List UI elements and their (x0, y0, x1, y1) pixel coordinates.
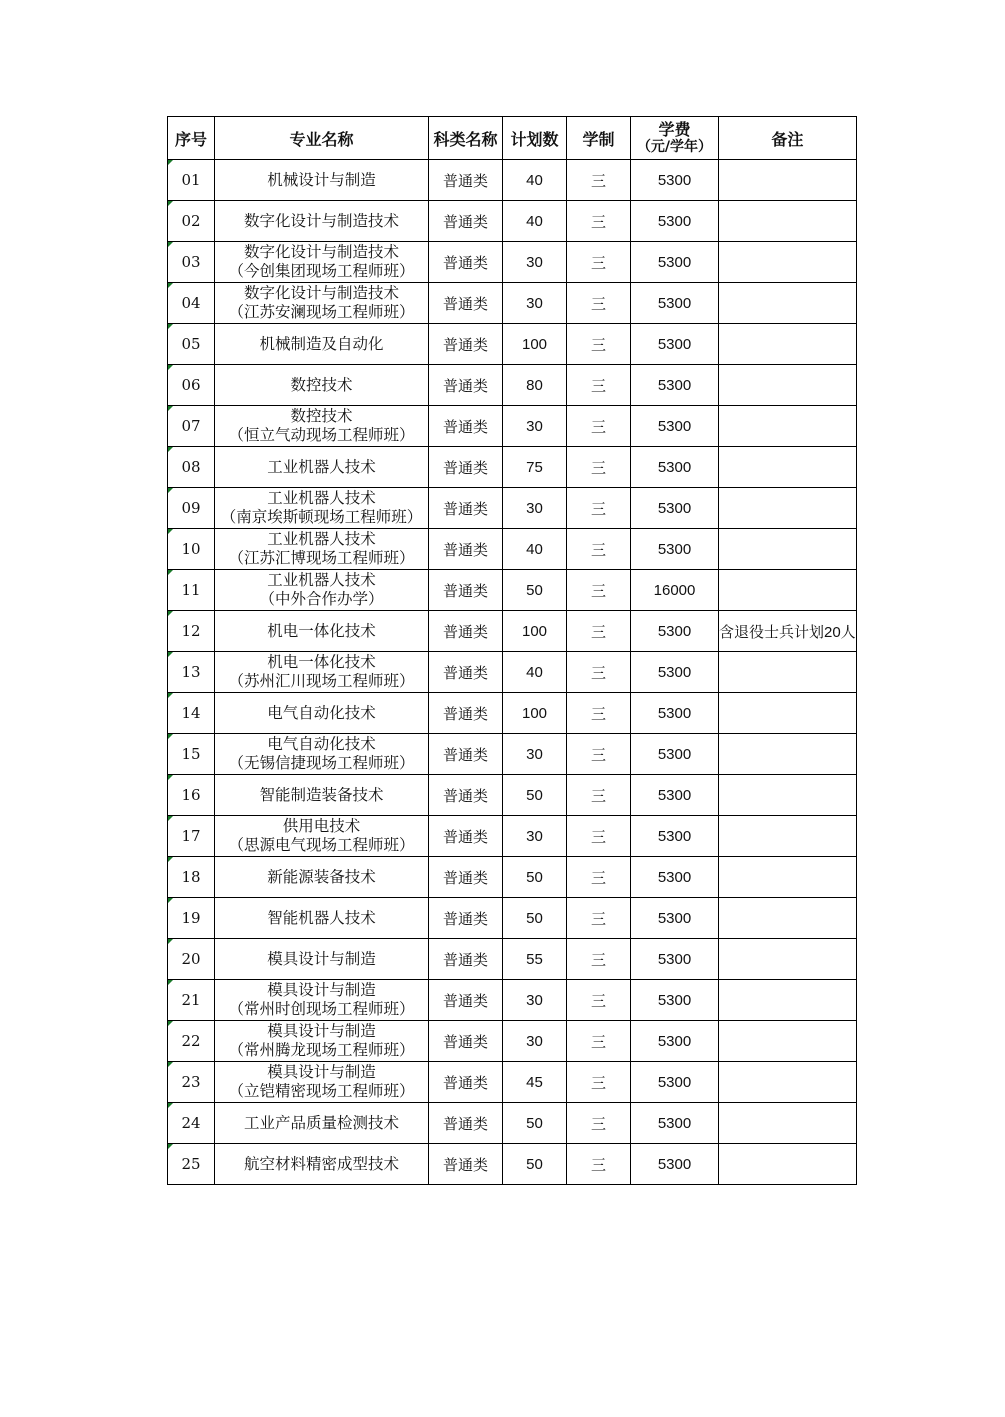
row-duration: 三 (567, 324, 631, 365)
major-name: 模具设计与制造 (267, 950, 376, 968)
row-seq: 03 (168, 242, 215, 283)
row-major-name (215, 857, 429, 898)
row-duration: 三 (567, 447, 631, 488)
row-note (719, 652, 857, 693)
major-name: 电气自动化技术 (267, 735, 376, 753)
row-major-name (215, 611, 429, 652)
table-row (168, 242, 857, 283)
row-seq: 12 (168, 611, 215, 652)
row-fee: 5300 (631, 857, 719, 898)
table-row (168, 857, 857, 898)
row-major-name (215, 1062, 429, 1103)
table-row (168, 365, 857, 406)
table-body (168, 160, 857, 1185)
header-note: 备注 (719, 117, 857, 160)
row-plan-count: 30 (503, 488, 567, 529)
row-duration: 三 (567, 1144, 631, 1185)
row-fee: 5300 (631, 1103, 719, 1144)
row-seq: 22 (168, 1021, 215, 1062)
row-seq: 08 (168, 447, 215, 488)
row-note (719, 365, 857, 406)
row-plan-count: 30 (503, 980, 567, 1021)
enrollment-plan-table (167, 116, 857, 1185)
row-fee: 5300 (631, 939, 719, 980)
row-duration: 三 (567, 611, 631, 652)
table-row (168, 980, 857, 1021)
row-plan-count: 40 (503, 201, 567, 242)
row-note (719, 1103, 857, 1144)
major-name: 航空材料精密成型技术 (243, 1155, 399, 1173)
major-name: 机械设计与制造 (267, 171, 376, 189)
row-fee: 5300 (631, 324, 719, 365)
row-major-name (215, 939, 429, 980)
major-class-note: （无锡信捷现场工程师班） (228, 754, 415, 772)
row-category: 普通类 (429, 570, 503, 611)
row-note (719, 1021, 857, 1062)
row-major-name (215, 898, 429, 939)
table-row (168, 1144, 857, 1185)
row-duration: 三 (567, 693, 631, 734)
row-note: 含退役士兵计划20人 (719, 611, 857, 652)
row-note (719, 201, 857, 242)
table-row (168, 1062, 857, 1103)
row-category: 普通类 (429, 201, 503, 242)
row-duration: 三 (567, 529, 631, 570)
major-name: 模具设计与制造 (267, 1063, 376, 1081)
row-fee: 5300 (631, 365, 719, 406)
row-duration: 三 (567, 980, 631, 1021)
row-fee: 5300 (631, 734, 719, 775)
row-note (719, 529, 857, 570)
table-header-row (168, 117, 857, 160)
row-major-name (215, 365, 429, 406)
major-name: 供用电技术 (282, 817, 361, 835)
row-category: 普通类 (429, 160, 503, 201)
row-note (719, 898, 857, 939)
table-row (168, 816, 857, 857)
major-class-note: （南京埃斯顿现场工程师班） (220, 508, 423, 526)
header-duration: 学制 (567, 117, 631, 160)
row-seq: 16 (168, 775, 215, 816)
table-row (168, 160, 857, 201)
major-class-note: （常州时创现场工程师班） (228, 1000, 415, 1018)
row-duration: 三 (567, 201, 631, 242)
row-note (719, 488, 857, 529)
row-duration: 三 (567, 734, 631, 775)
header-fee (631, 117, 719, 160)
row-category: 普通类 (429, 365, 503, 406)
row-plan-count: 50 (503, 857, 567, 898)
row-fee: 5300 (631, 283, 719, 324)
row-seq: 19 (168, 898, 215, 939)
row-major-name (215, 693, 429, 734)
row-category: 普通类 (429, 939, 503, 980)
row-duration: 三 (567, 898, 631, 939)
row-note (719, 406, 857, 447)
row-duration: 三 (567, 283, 631, 324)
row-major-name (215, 652, 429, 693)
table-row (168, 1103, 857, 1144)
row-category: 普通类 (429, 1144, 503, 1185)
row-seq: 23 (168, 1062, 215, 1103)
row-major-name (215, 734, 429, 775)
row-seq: 17 (168, 816, 215, 857)
row-duration: 三 (567, 406, 631, 447)
row-duration: 三 (567, 939, 631, 980)
row-plan-count: 50 (503, 1103, 567, 1144)
row-fee: 16000 (631, 570, 719, 611)
row-fee: 5300 (631, 1144, 719, 1185)
row-note (719, 283, 857, 324)
row-seq: 05 (168, 324, 215, 365)
row-seq: 14 (168, 693, 215, 734)
row-major-name (215, 1103, 429, 1144)
row-seq: 01 (168, 160, 215, 201)
row-fee: 5300 (631, 611, 719, 652)
row-category: 普通类 (429, 775, 503, 816)
row-duration: 三 (567, 488, 631, 529)
row-category: 普通类 (429, 816, 503, 857)
row-seq: 11 (168, 570, 215, 611)
row-note (719, 816, 857, 857)
row-note (719, 857, 857, 898)
row-plan-count: 100 (503, 324, 567, 365)
row-note (719, 160, 857, 201)
row-duration: 三 (567, 1062, 631, 1103)
row-seq: 07 (168, 406, 215, 447)
row-duration: 三 (567, 570, 631, 611)
row-plan-count: 50 (503, 898, 567, 939)
row-plan-count: 30 (503, 816, 567, 857)
row-plan-count: 50 (503, 775, 567, 816)
row-fee: 5300 (631, 160, 719, 201)
row-category: 普通类 (429, 447, 503, 488)
major-class-note: （江苏汇博现场工程师班） (228, 549, 415, 567)
row-fee: 5300 (631, 488, 719, 529)
row-fee: 5300 (631, 1021, 719, 1062)
row-major-name (215, 1021, 429, 1062)
table-row (168, 529, 857, 570)
row-major-name (215, 283, 429, 324)
row-plan-count: 100 (503, 693, 567, 734)
row-major-name (215, 488, 429, 529)
table-row (168, 775, 857, 816)
row-duration: 三 (567, 775, 631, 816)
major-name: 数字化设计与制造技术 (243, 284, 399, 302)
row-category: 普通类 (429, 324, 503, 365)
row-seq: 25 (168, 1144, 215, 1185)
row-note (719, 939, 857, 980)
row-plan-count: 30 (503, 1021, 567, 1062)
major-name: 数字化设计与制造技术 (243, 212, 399, 230)
major-name: 电气自动化技术 (267, 704, 376, 722)
row-duration: 三 (567, 1103, 631, 1144)
row-note (719, 447, 857, 488)
row-category: 普通类 (429, 406, 503, 447)
header-seq: 序号 (168, 117, 215, 160)
row-seq: 15 (168, 734, 215, 775)
major-name: 工业机器人技术 (267, 530, 376, 548)
row-fee: 5300 (631, 1062, 719, 1103)
major-class-note: （江苏安澜现场工程师班） (228, 303, 415, 321)
row-duration: 三 (567, 1021, 631, 1062)
major-name: 工业机器人技术 (267, 489, 376, 507)
row-plan-count: 50 (503, 570, 567, 611)
header-plan: 计划数 (503, 117, 567, 160)
major-name: 数控技术 (290, 376, 353, 394)
table-row (168, 693, 857, 734)
row-fee: 5300 (631, 406, 719, 447)
major-class-note: （恒立气动现场工程师班） (228, 426, 415, 444)
row-major-name (215, 529, 429, 570)
row-seq: 24 (168, 1103, 215, 1144)
row-category: 普通类 (429, 488, 503, 529)
row-seq: 13 (168, 652, 215, 693)
row-note (719, 1062, 857, 1103)
major-class-note: （思源电气现场工程师班） (228, 836, 415, 854)
row-fee: 5300 (631, 816, 719, 857)
row-seq: 21 (168, 980, 215, 1021)
major-name: 数字化设计与制造技术 (243, 243, 399, 261)
row-fee: 5300 (631, 693, 719, 734)
major-class-note: （立铠精密现场工程师班） (228, 1082, 415, 1100)
row-note (719, 242, 857, 283)
row-major-name (215, 980, 429, 1021)
row-category: 普通类 (429, 857, 503, 898)
major-class-note: （中外合作办学） (259, 590, 384, 608)
row-duration: 三 (567, 365, 631, 406)
table-row (168, 406, 857, 447)
table-row (168, 570, 857, 611)
major-name: 数控技术 (290, 407, 353, 425)
row-fee: 5300 (631, 898, 719, 939)
header-fee-unit: （元/学年） (636, 139, 713, 155)
row-seq: 10 (168, 529, 215, 570)
row-plan-count: 30 (503, 242, 567, 283)
row-category: 普通类 (429, 980, 503, 1021)
major-name: 智能机器人技术 (267, 909, 376, 927)
table-row (168, 734, 857, 775)
row-major-name (215, 201, 429, 242)
row-plan-count: 40 (503, 652, 567, 693)
row-duration: 三 (567, 857, 631, 898)
row-major-name (215, 1144, 429, 1185)
row-plan-count: 30 (503, 283, 567, 324)
major-name: 机械制造及自动化 (259, 335, 384, 353)
row-category: 普通类 (429, 611, 503, 652)
table-row (168, 201, 857, 242)
row-category: 普通类 (429, 734, 503, 775)
major-name: 机电一体化技术 (267, 622, 376, 640)
row-seq: 04 (168, 283, 215, 324)
row-note (719, 693, 857, 734)
row-fee: 5300 (631, 980, 719, 1021)
major-name: 新能源装备技术 (267, 868, 376, 886)
row-major-name (215, 570, 429, 611)
row-plan-count: 30 (503, 734, 567, 775)
major-name: 工业机器人技术 (267, 571, 376, 589)
row-note (719, 734, 857, 775)
row-seq: 06 (168, 365, 215, 406)
row-seq: 18 (168, 857, 215, 898)
row-plan-count: 100 (503, 611, 567, 652)
table-row (168, 488, 857, 529)
row-plan-count: 55 (503, 939, 567, 980)
major-name: 机电一体化技术 (267, 653, 376, 671)
row-category: 普通类 (429, 898, 503, 939)
row-plan-count: 45 (503, 1062, 567, 1103)
major-class-note: （常州腾龙现场工程师班） (228, 1041, 415, 1059)
table-row (168, 1021, 857, 1062)
row-fee: 5300 (631, 775, 719, 816)
table-row (168, 447, 857, 488)
row-plan-count: 80 (503, 365, 567, 406)
row-category: 普通类 (429, 693, 503, 734)
row-note (719, 570, 857, 611)
row-duration: 三 (567, 652, 631, 693)
row-category: 普通类 (429, 283, 503, 324)
row-major-name (215, 816, 429, 857)
header-major: 专业名称 (215, 117, 429, 160)
row-fee: 5300 (631, 652, 719, 693)
table-row (168, 611, 857, 652)
row-seq: 20 (168, 939, 215, 980)
row-plan-count: 40 (503, 529, 567, 570)
major-name: 模具设计与制造 (267, 981, 376, 999)
row-major-name (215, 447, 429, 488)
row-major-name (215, 324, 429, 365)
major-class-note: （苏州汇川现场工程师班） (228, 672, 415, 690)
major-name: 模具设计与制造 (267, 1022, 376, 1040)
row-plan-count: 30 (503, 406, 567, 447)
row-note (719, 775, 857, 816)
row-duration: 三 (567, 242, 631, 283)
row-category: 普通类 (429, 1062, 503, 1103)
row-note (719, 980, 857, 1021)
row-note (719, 1144, 857, 1185)
header-category: 科类名称 (429, 117, 503, 160)
row-major-name (215, 242, 429, 283)
row-fee: 5300 (631, 242, 719, 283)
row-category: 普通类 (429, 1021, 503, 1062)
major-name: 工业机器人技术 (267, 458, 376, 476)
row-category: 普通类 (429, 529, 503, 570)
major-name: 智能制造装备技术 (259, 786, 384, 804)
row-plan-count: 40 (503, 160, 567, 201)
row-fee: 5300 (631, 447, 719, 488)
major-name: 工业产品质量检测技术 (243, 1114, 399, 1132)
row-duration: 三 (567, 160, 631, 201)
row-major-name (215, 160, 429, 201)
table-row (168, 898, 857, 939)
row-major-name (215, 406, 429, 447)
row-plan-count: 50 (503, 1144, 567, 1185)
row-major-name (215, 775, 429, 816)
table-row (168, 283, 857, 324)
header-fee-label: 学费 (658, 120, 691, 139)
row-seq: 02 (168, 201, 215, 242)
row-fee: 5300 (631, 201, 719, 242)
row-plan-count: 75 (503, 447, 567, 488)
major-class-note: （今创集团现场工程师班） (228, 262, 415, 280)
table-row (168, 939, 857, 980)
row-fee: 5300 (631, 529, 719, 570)
row-category: 普通类 (429, 1103, 503, 1144)
row-duration: 三 (567, 816, 631, 857)
table-row (168, 324, 857, 365)
row-category: 普通类 (429, 242, 503, 283)
row-note (719, 324, 857, 365)
row-category: 普通类 (429, 652, 503, 693)
row-seq: 09 (168, 488, 215, 529)
table-row (168, 652, 857, 693)
